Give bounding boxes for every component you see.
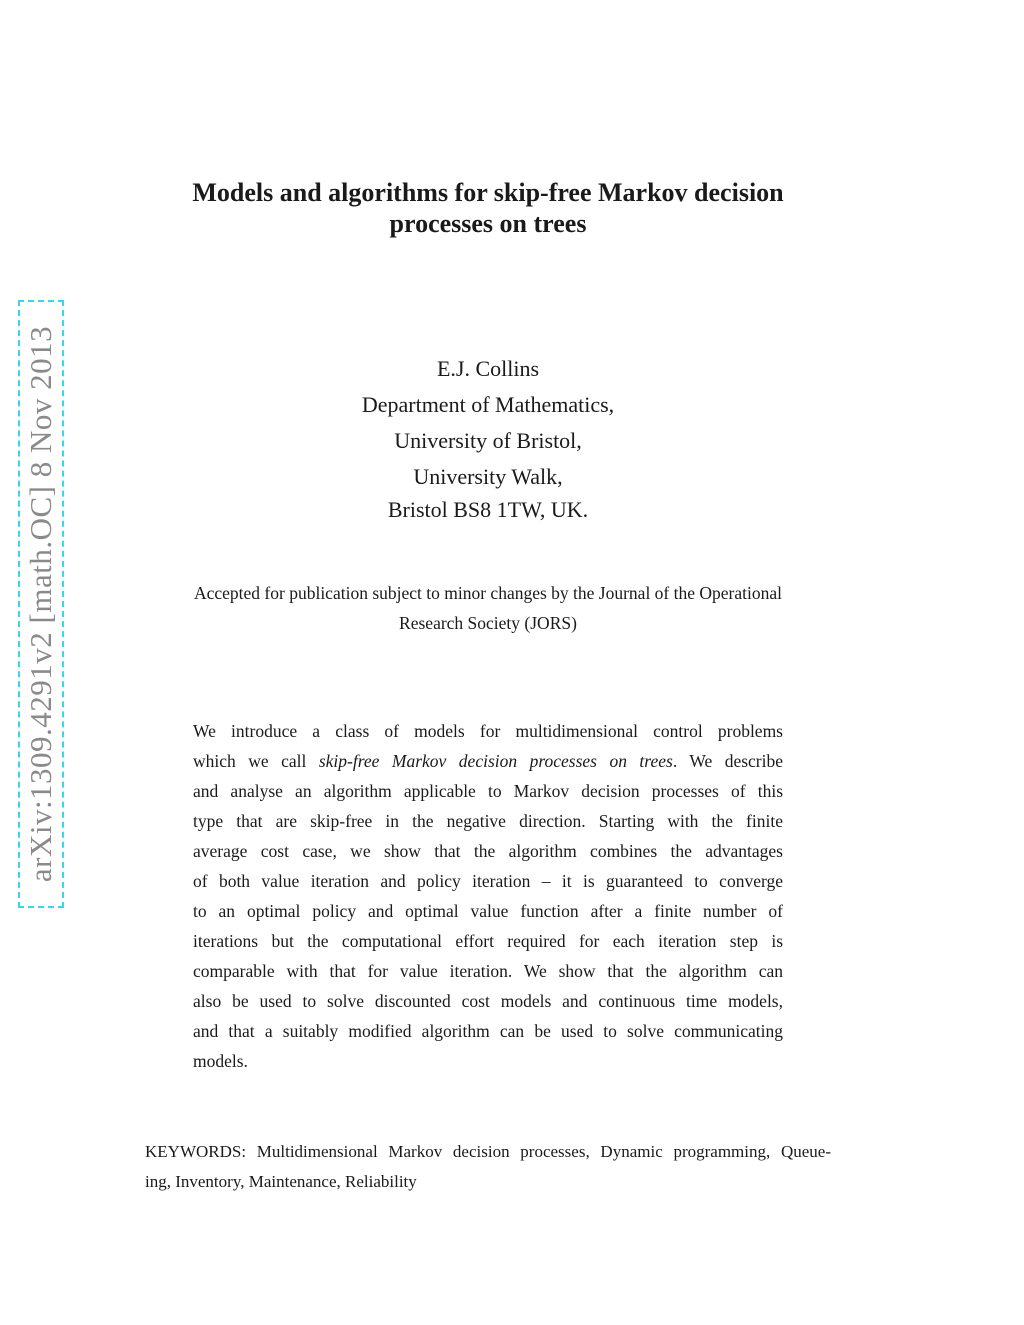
author-block <box>0 351 976 525</box>
abstract-line: iterations but the computational effort required for each iteration step is <box>193 931 783 951</box>
title-line: Models and algorithms for skip-free Markov decision <box>192 178 784 207</box>
abstract-line: and that a suitably modified algorithm can be used to solve communicating <box>193 1021 783 1041</box>
author-affiliation-line: Bristol BS8 1TW, UK. <box>387 497 589 522</box>
abstract-line: of both value iteration and policy iteration – it is guaranteed to converge <box>193 871 783 891</box>
keywords-line: ing, Inventory, Maintenance, Reliability <box>145 1172 417 1191</box>
arxiv-identifier: arXiv:1309.4291v2 [math.OC] 8 Nov 2013 <box>23 325 58 883</box>
author-affiliation-line: University of Bristol, <box>394 428 582 453</box>
abstract-line: average cost case, we show that the algorithm combines the advantages <box>193 841 783 861</box>
abstract-line: to an optimal policy and optimal value function after a finite number of <box>193 901 783 921</box>
publication-note-line: Accepted for publication subject to minor changes by the Journal of the Operational <box>193 583 782 603</box>
abstract <box>193 716 783 1076</box>
paper-title <box>0 177 976 239</box>
title-line: processes on trees <box>389 209 587 238</box>
abstract-line: comparable with that for value iteration. We show that the algorithm can <box>193 961 783 981</box>
abstract-text: which we call <box>193 751 319 771</box>
author-name: E.J. Collins <box>436 356 540 381</box>
abstract-line: models. <box>193 1051 248 1071</box>
publication-note <box>140 578 836 638</box>
publication-note-line: Research Society (JORS) <box>399 613 577 633</box>
author-affiliation-line: Department of Mathematics, <box>361 392 615 417</box>
abstract-line: We introduce a class of models for multidimensional control problems <box>193 721 783 741</box>
keywords <box>145 1137 831 1197</box>
author-affiliation-line: University Walk, <box>413 464 563 489</box>
abstract-line: also be used to solve discounted cost models and continuous time models, <box>193 991 783 1011</box>
abstract-line: and analyse an algorithm applicable to Markov decision processes of this <box>193 781 783 801</box>
abstract-line: type that are skip-free in the negative direction. Starting with the finite <box>193 811 783 831</box>
abstract-emphasis: skip-free Markov decision processes on trees <box>318 751 673 771</box>
abstract-line <box>193 746 783 776</box>
abstract-text: . We describe <box>672 751 784 771</box>
keywords-line: KEYWORDS: Multidimensional Markov decision processes, Dynamic programming, Queue- <box>145 1142 831 1161</box>
